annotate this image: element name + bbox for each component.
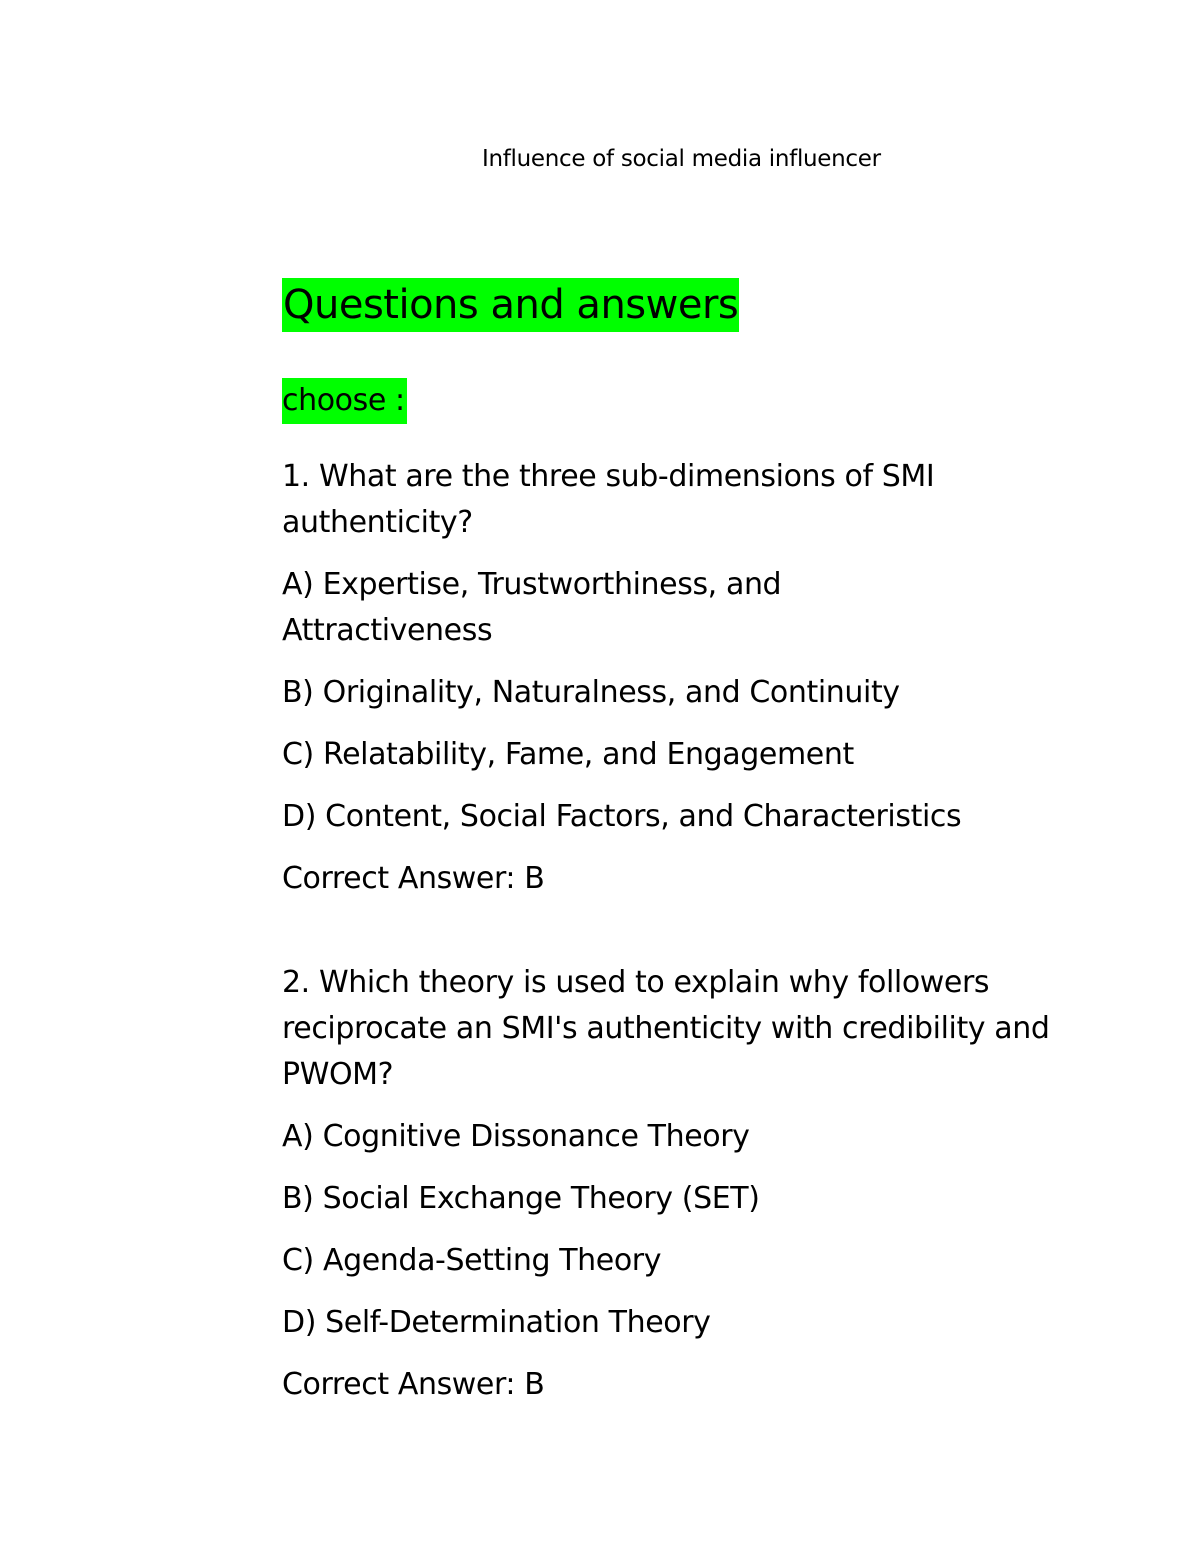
answer-option: C) Agenda-Setting Theory [282, 1243, 662, 1278]
answer-option: D) Content, Social Factors, and Characteristics [282, 799, 962, 834]
instruction-label: choose : [282, 378, 407, 424]
question-text: 2. Which theory is used to explain why followers reciprocate an SMI's authenticity with credibility and PWOM? [282, 965, 1050, 1092]
correct-answer: Correct Answer: B [282, 1367, 545, 1402]
answer-option: A) Cognitive Dissonance Theory [282, 1119, 750, 1154]
question-block-2 [282, 960, 1072, 1408]
answer-option: B) Social Exchange Theory (SET) [282, 1181, 760, 1216]
document-body [282, 278, 1072, 1408]
page-header: Influence of social media influencer [482, 146, 881, 172]
answer-option: A) Expertise, Trustworthiness, and Attractiveness [282, 567, 782, 648]
section-heading: Questions and answers [282, 278, 739, 332]
question-block-1 [282, 454, 1072, 902]
correct-answer: Correct Answer: B [282, 861, 545, 896]
answer-option: B) Originality, Naturalness, and Continuity [282, 675, 900, 710]
question-text: 1. What are the three sub-dimensions of SMI authenticity? [282, 459, 935, 540]
answer-option: C) Relatability, Fame, and Engagement [282, 737, 854, 772]
answer-option: D) Self-Determination Theory [282, 1305, 711, 1340]
